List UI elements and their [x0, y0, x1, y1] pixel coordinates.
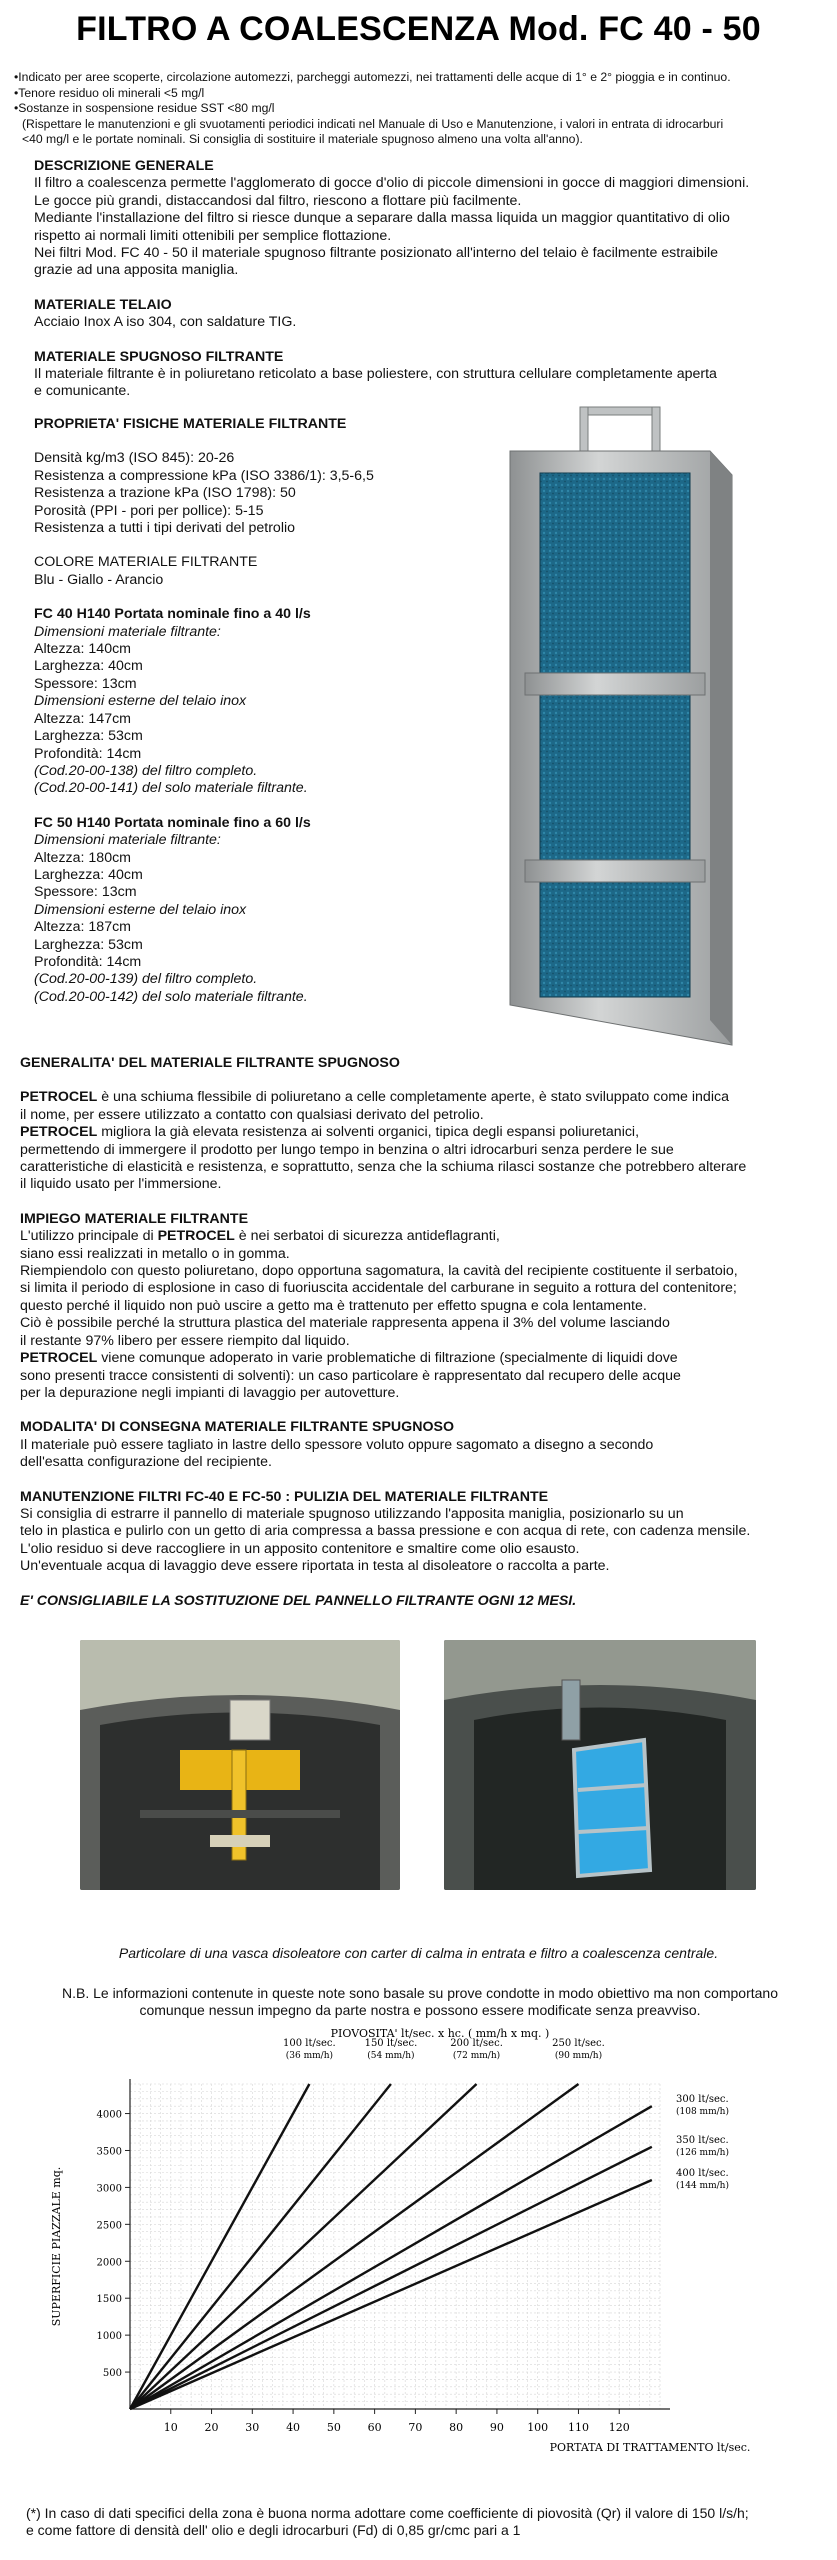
heading-generalita: GENERALITA' DEL MATERIALE FILTRANTE SPUGNOSO: [20, 1055, 400, 1071]
impiego-text: L'utilizzo principale di: [20, 1228, 158, 1245]
impiego-line: Ciò è possibile perché la struttura plastica del materiale rappresenta appena il 3% del volume lasciando: [20, 1315, 670, 1332]
x-tick-label: 100: [527, 2421, 549, 2434]
replacement-warning: E' CONSIGLIABILE LA SOSTITUZIONE DEL PANNELLO FILTRANTE OGNI 12 MESI.: [20, 1592, 577, 1609]
fc40-code: (Cod.20-00-138) del filtro completo.: [34, 762, 258, 779]
series-label-sub: (108 mm/h): [676, 2107, 729, 2118]
section-proprieta: [34, 416, 464, 1006]
y-axis-label: SUPERFICIE PIAZZALE mq.: [50, 2166, 63, 2327]
x-tick-label: 40: [286, 2421, 301, 2434]
page-title: FILTRO A COALESCENZA Mod. FC 40 - 50: [76, 10, 761, 48]
tank-photo-yellow-filter: [80, 1640, 400, 1890]
tank-photo-blue-filter: [444, 1640, 756, 1890]
x-tick-label: 90: [489, 2421, 504, 2434]
manutenzione-line: Si consiglia di estrarre il pannello di materiale spugnoso utilizzando l'apposita maniglia, posizionarlo su un: [20, 1505, 684, 1522]
fc50-ext: Altezza: 187cm: [34, 919, 131, 936]
series-label-sub: (36 mm/h): [285, 2051, 334, 2061]
descrizione-line: Il filtro a coalescenza permette l'agglomerato di gocce d'olio di piccole dimensioni in gocce di maggiori dimensioni.: [34, 175, 750, 192]
section-descrizione: [34, 158, 824, 401]
colore-value: Blu - Giallo - Arancio: [34, 571, 164, 588]
heading-telaio: MATERIALE TELAIO: [34, 296, 172, 313]
heading-impiego: IMPIEGO MATERIALE FILTRANTE: [20, 1210, 249, 1227]
impiego-line: Riempiendolo con questo poliuretano, dopo opportuna sagomatura, la cavità del recipiente costituente il serbatoio,: [20, 1263, 738, 1280]
descrizione-line: grazie ad una apposita maniglia.: [34, 262, 239, 279]
x-tick-label: 60: [367, 2421, 382, 2434]
impiego-line: il restante 97% libero per essere riempito dal liquido.: [20, 1332, 350, 1349]
brand-name: PETROCEL: [20, 1124, 98, 1141]
impiego-line: [20, 1228, 825, 1245]
fc50-ext: Profondità: 14cm: [34, 953, 142, 970]
fc40-code: (Cod.20-00-141) del solo materiale filtrante.: [34, 780, 308, 797]
bullet-note: <40 mg/l e le portate nominali. Si consiglia di sostituire il materiale spugnoso almeno una volta all'anno).: [22, 132, 583, 147]
impiego-line: siano essi realizzati in metallo o in gomma.: [20, 1245, 290, 1262]
y-tick-label: 3000: [96, 2183, 122, 2195]
chart-title: PIOVOSITA' lt/sec. x hc. ( mm/h x mq. ): [330, 2027, 550, 2040]
disclaimer-note: [20, 1985, 820, 2019]
y-tick-label: 4000: [96, 2109, 122, 2121]
generalita-line: il nome, per essere utilizzato a contatto con qualsiasi derivato del petrolio.: [20, 1106, 484, 1123]
heading-descrizione: DESCRIZIONE GENERALE: [34, 158, 214, 174]
brand-name: PETROCEL: [157, 1228, 235, 1245]
y-tick-label: 2500: [96, 2220, 122, 2232]
telaio-text: Acciaio Inox A iso 304, con saldature TIG.: [34, 314, 297, 331]
fc50-ext-label: Dimensioni esterne del telaio inox: [34, 901, 247, 918]
generalita-line: [20, 1089, 825, 1106]
impiego-line: [20, 1350, 825, 1367]
proprieta-line: Resistenza a compressione kPa (ISO 3386/1): 3,5-6,5: [34, 467, 374, 484]
fc50-ext: Larghezza: 53cm: [34, 936, 143, 953]
series-label: 150 lt/sec.: [364, 2038, 418, 2049]
series-line: [130, 2180, 652, 2409]
footnote-line: (*) In caso di dati specifici della zona è buona norma adottare come coefficiente di piovosità (Qr) il valore di 150 l/s/h;: [26, 2505, 749, 2521]
bullet-item: • Sostanze in sospensione residue SST <80 mg/l: [14, 101, 829, 117]
disclaimer-line: comunque nessun impegno da parte nostra e possono essere modificate senza preavviso.: [139, 2002, 701, 2018]
footnote-line: e come fattore di densità dell' olio e degli idrocarburi (Fd) di 0,85 gr/cmc pari a 1: [26, 2522, 521, 2538]
impiego-line: questo perché il liquido non può uscire a getto ma è trattenuto per effetto spugna e cola lentamente.: [20, 1297, 647, 1314]
filter-panel-photo: [470, 405, 760, 1060]
section-generalita: [20, 1055, 825, 1610]
series-label-sub: (54 mm/h): [367, 2051, 415, 2061]
x-tick-label: 20: [204, 2421, 219, 2434]
heading-spugnoso: MATERIALE SPUGNOSO FILTRANTE: [34, 348, 284, 365]
manutenzione-line: Un'eventuale acqua di lavaggio deve essere riportata in testa al disoleatore o raccolta a parte.: [20, 1558, 610, 1575]
series-label-sub: (144 mm/h): [676, 2181, 729, 2192]
heading-manutenzione: MANUTENZIONE FILTRI FC-40 E FC-50 : PULIZIA DEL MATERIALE FILTRANTE: [20, 1488, 549, 1505]
y-tick-label: 500: [102, 2368, 122, 2380]
series-label: 200 lt/sec.: [450, 2038, 503, 2049]
fc40-ext: Profondità: 14cm: [34, 745, 142, 762]
impiego-text: viene comunque adoperato in varie problematiche di filtrazione (specialmente di liquidi dove: [97, 1350, 678, 1367]
heading-consegna: MODALITA' DI CONSEGNA MATERIALE FILTRANTE SPUGNOSO: [20, 1419, 454, 1436]
bullet-note: (Rispettare le manutenzioni e gli svuotamenti periodici indicati nel Manuale di Uso e Manutenzione, i valori in entrata di idrocarburi: [22, 116, 724, 131]
generalita-line: caratteristiche di elasticità e resistenza, e soprattutto, senza che la schiuma rilasci sostanze che potrebbero alterare: [20, 1159, 747, 1176]
generalita-text: è una schiuma flessibile di poliuretano a celle completamente aperte, è stato sviluppato come indica: [97, 1089, 729, 1106]
series-line: [130, 2147, 652, 2409]
fc40-dim: Larghezza: 40cm: [34, 658, 143, 675]
manutenzione-line: L'olio residuo si deve raccogliere in un apposito contenitore e smaltire come olio esausto.: [20, 1540, 580, 1557]
series-label: 100 lt/sec.: [283, 2038, 336, 2049]
x-tick-label: 120: [608, 2421, 630, 2434]
photo-caption: Particolare di una vasca disoleatore con carter di calma in entrata e filtro a coalescenza centrale.: [118, 1945, 719, 1961]
generalita-line: permettendo di immergere il prodotto per lungo tempo in benzina o altri idrocarburi senza perdere le sue: [20, 1141, 674, 1158]
x-tick-label: 80: [449, 2421, 464, 2434]
generalita-line: il liquido usato per l'immersione.: [20, 1176, 222, 1193]
fc40-ext: Altezza: 147cm: [34, 710, 131, 727]
series-label: 250 lt/sec.: [552, 2038, 605, 2049]
series-label-sub: (126 mm/h): [676, 2147, 729, 2158]
y-tick-label: 1000: [96, 2331, 122, 2343]
proprieta-line: Densità kg/m3 (ISO 845): 20-26: [34, 450, 235, 467]
proprieta-line: Resistenza a trazione kPa (ISO 1798): 50: [34, 485, 296, 502]
series-label: 300 lt/sec.: [676, 2094, 729, 2106]
descrizione-line: Nei filtri Mod. FC 40 - 50 il materiale spugnoso filtrante posizionato all'interno del telaio è facilmente estraibile: [34, 245, 719, 262]
fc50-dim: Spessore: 13cm: [34, 884, 137, 901]
impiego-line: per la depurazione negli impianti di lavaggio per autovetture.: [20, 1384, 400, 1401]
brand-name: PETROCEL: [20, 1350, 98, 1367]
series-label-sub: (90 mm/h): [554, 2051, 603, 2061]
fc50-dim: Altezza: 180cm: [34, 849, 131, 866]
heading-fc50: FC 50 H140 Portata nominale fino a 60 l/s: [34, 814, 311, 831]
heading-proprieta: PROPRIETA' FISICHE MATERIALE FILTRANTE: [34, 416, 347, 432]
series-label: 350 lt/sec.: [676, 2134, 729, 2146]
x-axis-label: PORTATA DI TRATTAMENTO lt/sec.: [549, 2441, 751, 2454]
rainfall-chart: [40, 2024, 800, 2464]
y-tick-label: 3500: [96, 2146, 122, 2158]
descrizione-line: Le gocce più grandi, distaccandosi dal filtro, riescono a flottare più facilmente.: [34, 192, 522, 209]
spugnoso-line: e comunicante.: [34, 383, 131, 400]
descrizione-line: rispetto ai normali limiti ottenibili per semplice flottazione.: [34, 227, 392, 244]
fc40-ext: Larghezza: 53cm: [34, 728, 143, 745]
series-label: 400 lt/sec.: [676, 2168, 729, 2180]
bullet-item: • Tenore residuo oli minerali <5 mg/l: [14, 86, 829, 102]
impiego-text: è nei serbatoi di sicurezza antideflagranti,: [234, 1228, 500, 1245]
x-tick-label: 70: [408, 2421, 423, 2434]
y-tick-label: 1500: [96, 2294, 122, 2306]
y-tick-label: 2000: [96, 2257, 122, 2269]
disclaimer-line: N.B. Le informazioni contenute in queste note sono basale su prove condotte in modo obiettivo ma non comportano: [61, 1985, 778, 2001]
manutenzione-line: telo in plastica e pulirlo con un getto di aria compressa a bassa pressione e con acqua di rete, con cadenza mensile.: [20, 1523, 751, 1540]
proprieta-line: Porosità (PPI - pori per pollice): 5-15: [34, 502, 264, 519]
generalita-line: [20, 1124, 825, 1141]
x-tick-label: 30: [245, 2421, 260, 2434]
fc50-dim-label: Dimensioni materiale filtrante:: [34, 832, 221, 849]
brand-name: PETROCEL: [20, 1089, 98, 1106]
consegna-line: Il materiale può essere tagliato in lastre dello spessore voluto oppure sagomato a disegno a secondo: [20, 1436, 654, 1453]
proprieta-line: Resistenza a tutti i tipi derivati del petrolio: [34, 520, 296, 537]
fc50-dim: Larghezza: 40cm: [34, 866, 143, 883]
fc50-code: (Cod.20-00-142) del solo materiale filtrante.: [34, 988, 308, 1005]
fc40-dim-label: Dimensioni materiale filtrante:: [34, 623, 221, 640]
impiego-line: si limita il periodo di esplosione in caso di fuoriuscita accidentale del carburane in seguito a rottura del contenitore;: [20, 1280, 737, 1297]
x-tick-label: 10: [163, 2421, 178, 2434]
generalita-text: migliora la già elevata resistenza ai solventi organici, tipica degli espansi poliuretanici,: [97, 1124, 640, 1141]
fc40-dim: Altezza: 140cm: [34, 641, 131, 658]
fc40-dim: Spessore: 13cm: [34, 675, 137, 692]
intro-bullets: [14, 70, 829, 148]
heading-fc40: FC 40 H140 Portata nominale fino a 40 l/s: [34, 606, 311, 623]
impiego-line: sono presenti tracce consistenti di solventi): un caso particolare è rappresentato dal recupero delle acque: [20, 1367, 681, 1384]
series-label-sub: (72 mm/h): [452, 2051, 501, 2061]
x-tick-label: 50: [326, 2421, 341, 2434]
series-line: [130, 2106, 652, 2409]
colore-heading: COLORE MATERIALE FILTRANTE: [34, 554, 258, 571]
spugnoso-line: Il materiale filtrante è in poliuretano reticolato a base poliestere, con struttura cellulare completamente aperta: [34, 366, 717, 383]
footnote: [26, 2505, 826, 2539]
consegna-line: dell'esatta configurazione del recipiente.: [20, 1454, 272, 1471]
fc50-code: (Cod.20-00-139) del filtro completo.: [34, 971, 258, 988]
descrizione-line: Mediante l'installazione del filtro si riesce dunque a separare dalla massa liquida un maggior quantitativo di olio: [34, 210, 730, 227]
bullet-item: • Indicato per aree scoperte, circolazione automezzi, parcheggi automezzi, nei trattamenti delle acque di 1° e 2° pioggia e in continuo.: [14, 70, 829, 86]
x-tick-label: 110: [567, 2421, 589, 2434]
fc40-ext-label: Dimensioni esterne del telaio inox: [34, 693, 247, 710]
